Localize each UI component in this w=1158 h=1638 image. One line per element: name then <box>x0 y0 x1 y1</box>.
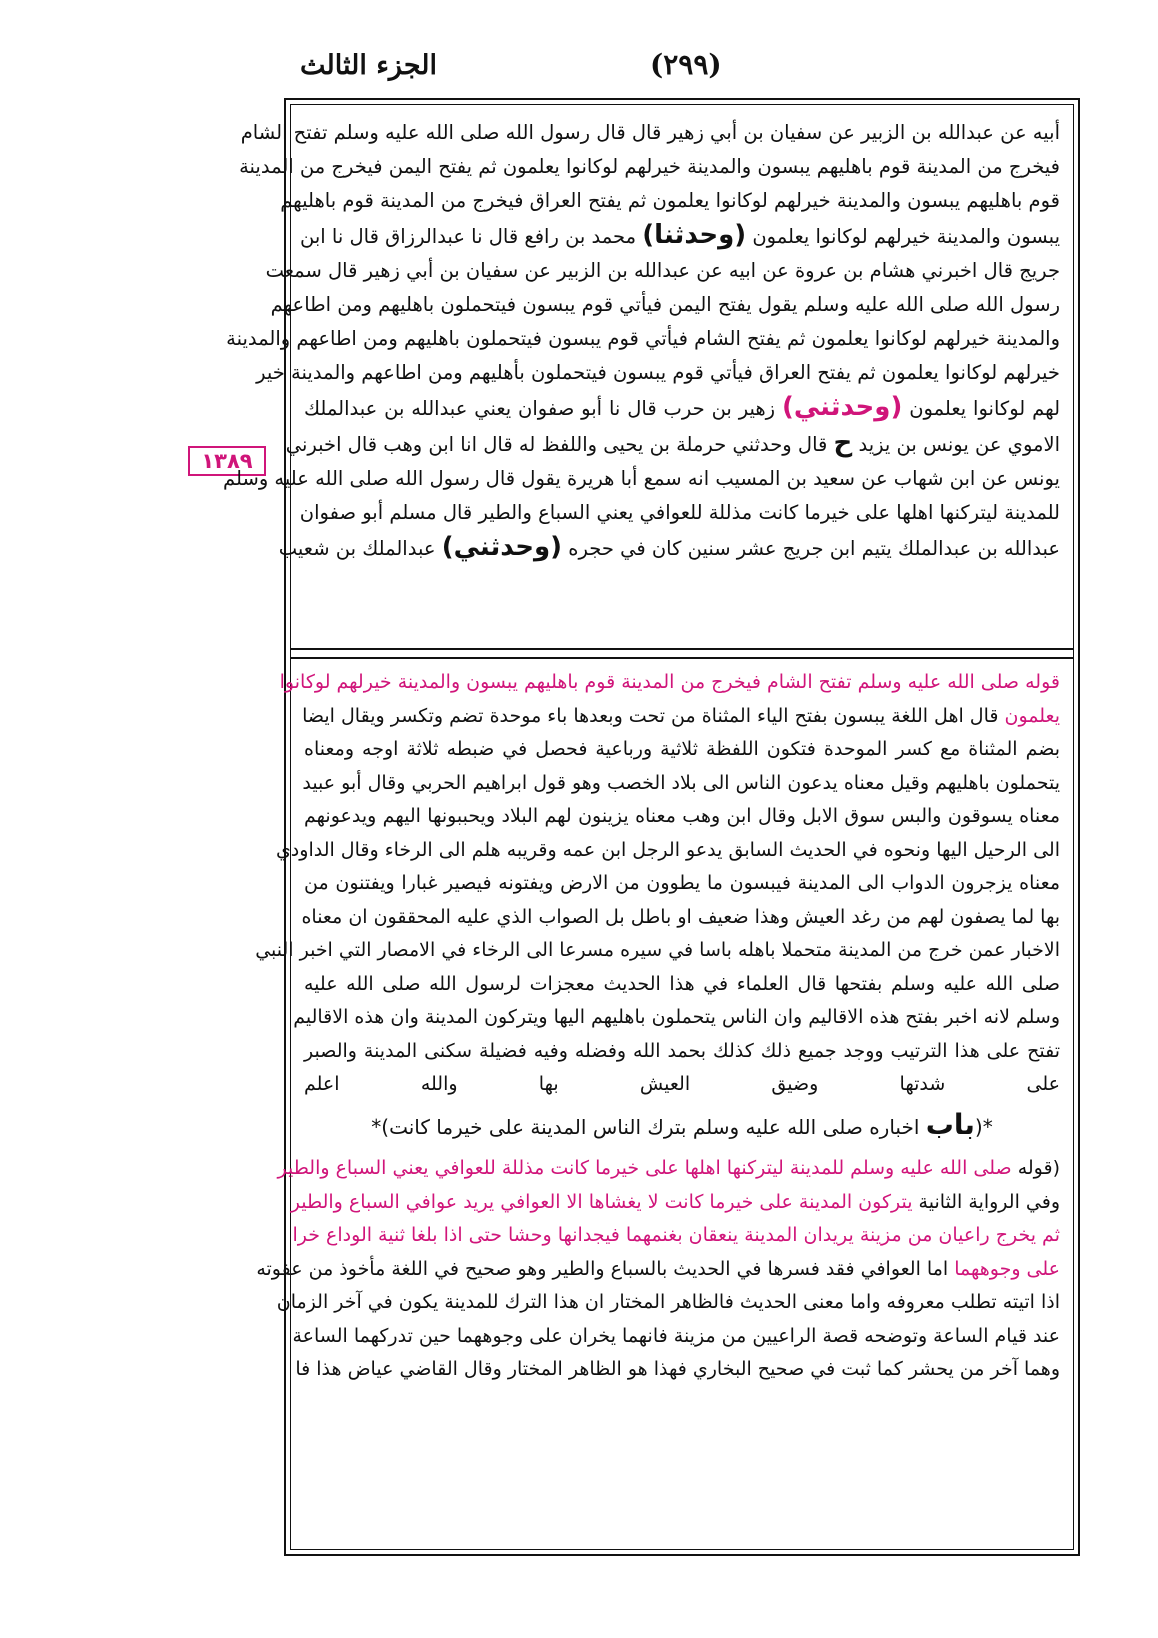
matn-line <box>265 254 1060 288</box>
text-segment: وسلم لانه اخبر بفتح هذه الاقاليم وان الناس يتحملون باهليهم اليها ويتركون المدينة وان هذه الاقاليم <box>293 1006 1060 1028</box>
sharh-line <box>256 1253 1060 1287</box>
sharh-line <box>304 767 1060 801</box>
text-segment: على شدتها وضيق العيش بها والله اعلم <box>304 1073 1060 1095</box>
text-segment: معناه يزجرون الدواب الى المدينة فيبسون ما يطوون من الارض ويفتونه فيصير غبارا ويفتنون من <box>304 872 1060 894</box>
text-segment: جريج قال اخبرني هشام بن عروة عن ابيه عن عبدالله بن الزبير عن سفيان بن أبي زهير قال سمعت <box>265 259 1060 282</box>
chapter-prefix: *( <box>974 1114 993 1139</box>
text-segment: ح <box>833 428 853 458</box>
text-segment: عبدالملك بن شعيب <box>278 537 442 560</box>
header-page-number: (٢٩٩) <box>650 48 722 81</box>
text-segment: يتحملون باهليهم وقيل معناه يدعون الناس الى بلاد الخصب وهو قول ابراهيم الحربي وقال أبو عبيد <box>302 771 1060 794</box>
text-segment: الاموي عن يونس بن يزيد <box>852 433 1060 456</box>
matn-line <box>270 288 1060 322</box>
matn-line <box>304 390 1060 426</box>
sharh-line <box>304 1068 1060 1102</box>
matn-line <box>278 530 1060 566</box>
sharh-line <box>301 901 1060 935</box>
text-segment: يبسون والمدينة خيرلهم لوكانوا يعلمون <box>746 225 1060 248</box>
text-segment: قال وحدثني حرملة بن يحيى واللفظ له قال انا ابن وهب قال اخبرني <box>285 433 834 456</box>
text-segment: (وحدثني) <box>781 392 903 422</box>
text-segment: ثم يخرج راعيان من مزينة يريدان المدينة ينعقان بغنمهما فيجدانها وحشا حتى اذا بلغا ثنية الوداع خرا <box>292 1224 1060 1246</box>
text-segment: محمد بن رافع قال نا عبدالرزاق قال نا ابن <box>300 225 643 248</box>
matn-line <box>300 218 1060 254</box>
sharh-line <box>304 800 1060 834</box>
matn-line <box>240 116 1060 150</box>
sharh-line <box>292 1219 1060 1253</box>
text-segment: للمدينة ليتركنها اهلها على خيرما كانت مذللة للعوافي يعني السباع والطير قال مسلم أبو صفوان <box>299 501 1060 524</box>
text-segment: اذا اتيته تطلب معروفه واما معنى الحديث فالظاهر المختار ان هذا الترك للمدينة يكون في آخر الزمان <box>276 1291 1060 1313</box>
hadith-number-badge: ١٣٨٩ <box>188 446 266 476</box>
chapter-suffix: )* <box>371 1114 390 1139</box>
text-segment: الى الرحيل اليها ونحوه في الحديث السابق يدعو الرجل ابن عمه وقريبه هلم الى الرخاء وقال الداودي <box>275 838 1060 861</box>
text-segment: الاخبار عمن خرج من المدينة متحملا باهله باسا في سيره مسرعا الى الرخاء في الامصار التي اخبر النبي <box>255 939 1060 961</box>
text-segment: يعلمون <box>1004 704 1060 727</box>
text-segment: والمدينة خيرلهم لوكانوا يعلمون ثم يفتح الشام فيأتي قوم يبسون فيتحملون باهليهم ومن اطاعهم والمدينة <box>226 327 1060 350</box>
chapter-heading <box>304 1108 1060 1145</box>
text-segment: وفي الرواية الثانية <box>912 1190 1060 1213</box>
matn-line <box>285 426 1060 462</box>
text-segment: لهم لوكانوا يعلمون <box>902 397 1061 420</box>
chapter-bab-word: باب <box>925 1107 975 1141</box>
sharh-line <box>295 1353 1060 1387</box>
sharh-line <box>279 666 1060 700</box>
matn-line <box>256 356 1060 390</box>
text-segment: على وجوههما <box>954 1257 1060 1280</box>
sharh-part-2 <box>256 1152 1060 1387</box>
text-segment: (وحدثني) <box>441 532 563 562</box>
section-divider <box>290 648 1074 659</box>
matn-line <box>239 150 1060 184</box>
sharh-line <box>292 1320 1060 1354</box>
sharh-line <box>304 1035 1060 1069</box>
matn-line <box>223 462 1060 496</box>
text-segment: معناه يسوقون والبس سوق الابل وقال ابن وهب معناه يزينون لهم البلاد ويحببونها اليهم ويدعونهم <box>304 805 1060 827</box>
text-segment: قوله <box>1019 671 1060 693</box>
text-segment: رسول الله صلى الله عليه وسلم يقول يفتح اليمن فيأتي قوم يبسون فيتحملون باهليهم ومن اطاعهم <box>270 293 1060 316</box>
text-segment: وهما آخر من يحشر كما ثبت في صحيح البخاري فهذا هو الظاهر المختار وقال القاضي عياض هذا فا <box>295 1358 1060 1380</box>
text-segment: اما العوافي فقد فسرها في الحديث بالسباع والطير وهو صحيح في اللغة مأخوذ من عفوته <box>256 1257 955 1280</box>
text-segment: عند قيام الساعة وتوضحه قصة الراعيين من مزينة فانهما يخران على وجوههما حين تدركهما الساعة <box>292 1324 1060 1347</box>
matn-line <box>280 184 1060 218</box>
sharh-line <box>277 1152 1060 1186</box>
text-segment: عبدالله بن عبدالملك يتيم ابن جريج عشر سنين كان في حجره <box>562 537 1060 560</box>
sharh-line <box>293 1001 1060 1035</box>
text-segment: بضم المثناة مع كسر الموحدة فتكون اللفظة ثلاثية ورباعية فحصل في ضبطه ثلاثة اوجه ومعناه <box>304 738 1060 760</box>
sharh-text-block <box>255 666 1060 1544</box>
text-segment: صلى الله عليه وسلم بفتحها قال العلماء في هذا الحديث معجزات لرسول الله صلى الله عليه <box>304 972 1060 995</box>
text-segment: أبيه عن عبدالله بن الزبير عن سفيان بن أبي زهير قال قال رسول الله صلى الله عليه وسلم تفتح الشام <box>240 121 1060 144</box>
sharh-line <box>255 934 1060 968</box>
text-segment: (وحدثنا) <box>642 220 747 250</box>
sharh-line <box>275 834 1060 868</box>
text-segment: زهير بن حرب قال نا أبو صفوان يعني عبدالله بن عبدالملك <box>304 397 782 420</box>
text-segment: يتركون المدينة على خيرما كانت لا يغشاها الا العوافي يريد عوافي السباع والطير <box>290 1190 913 1213</box>
text-segment: تفتح على هذا الترتيب ووجد جميع ذلك كذلك بحمد الله وفضله وفيه فضيلة سكنى المدينة والصبر <box>304 1039 1060 1062</box>
sharh-line <box>304 700 1060 734</box>
text-segment: بها لما يصفون لهم من رغد العيش وهذا ضعيف او باطل بل الصواب الذي عليه المحققون ان معناه <box>301 905 1060 928</box>
sharh-line <box>304 968 1060 1002</box>
chapter-title: اخباره صلى الله عليه وسلم بترك الناس المدينة على خيرما كانت <box>389 1114 926 1139</box>
text-segment: قوم باهليهم يبسون والمدينة خيرلهم لوكانوا يعلمون ثم يفتح العراق فيخرج من المدينة قوم باهليهم <box>280 189 1060 212</box>
sharh-line <box>304 733 1060 767</box>
text-segment: خيرلهم لوكانوا يعلمون ثم يفتح العراق فيأتي قوم يبسون فيتحملون بأهليهم ومن اطاعهم والمدينة خير <box>256 361 1060 384</box>
matn-line <box>299 496 1060 530</box>
text-segment: قال اهل اللغة يبسون بفتح الياء المثناة من تحت وبعدها باء موحدة تضم وتكسر ويقال ايضا <box>302 704 1005 727</box>
text-segment: (قوله <box>1011 1157 1060 1179</box>
text-segment: يونس عن ابن شهاب عن سعيد بن المسيب انه سمع أبا هريرة يقول قال رسول الله صلى الله عليه وسلم <box>223 467 1060 490</box>
header-part-title: الجزء الثالث <box>300 50 437 81</box>
sharh-part-1 <box>255 666 1060 1102</box>
text-segment: صلى الله عليه وسلم للمدينة ليتركنها اهلها على خيرما كانت مذللة للعوافي يعني السباع والطير <box>277 1157 1012 1179</box>
sharh-line <box>304 867 1060 901</box>
text-segment: فيخرج من المدينة قوم باهليهم يبسون والمدينة خيرلهم لوكانوا يعلمون ثم يفتح اليمن فيخرج من المدينة <box>239 155 1060 178</box>
matn-line <box>226 322 1060 356</box>
sharh-line <box>276 1286 1060 1320</box>
text-segment: صلى الله عليه وسلم تفتح الشام فيخرج من المدينة قوم باهليهم يبسون والمدينة خيرلهم لوكانوا <box>279 671 1020 693</box>
sharh-line <box>290 1186 1060 1220</box>
